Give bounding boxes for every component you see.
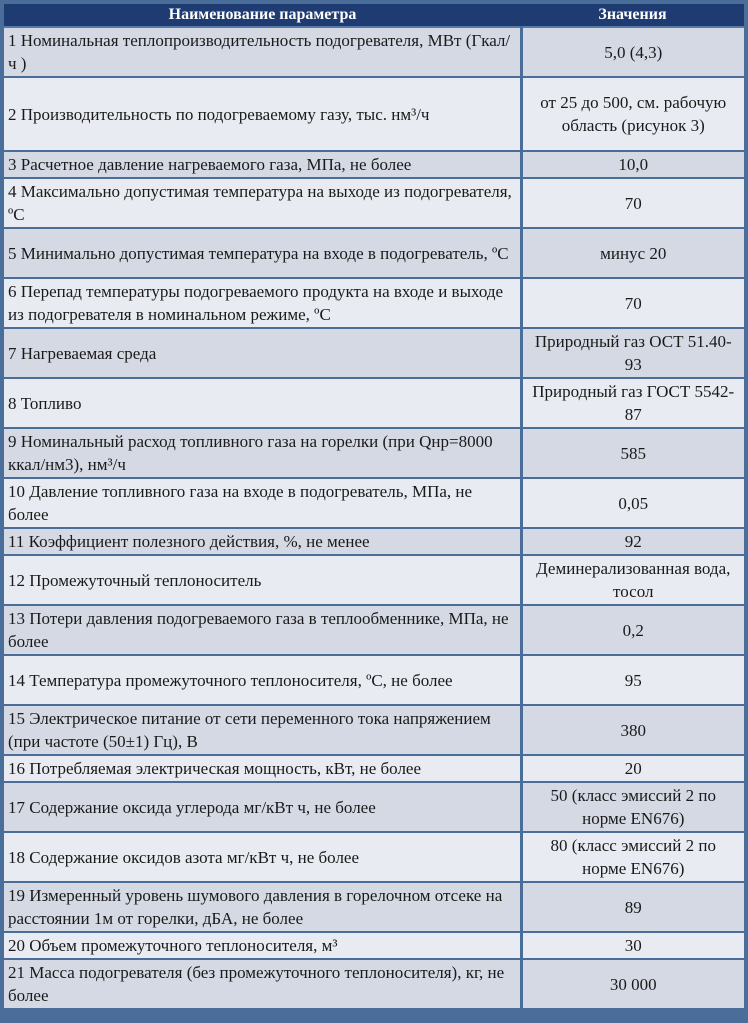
parameter-value: 92 [521, 528, 744, 555]
parameter-name: 14 Температура промежуточного теплоносителя, ºС, не более [4, 655, 521, 705]
parameter-name: 13 Потери давления подогреваемого газа в теплообменнике, МПа, не более [4, 605, 521, 655]
table-row [4, 832, 744, 882]
table-row [4, 428, 744, 478]
parameter-name: 18 Содержание оксидов азота мг/кВт ч, не более [4, 832, 521, 882]
parameter-name: 2 Производительность по подогреваемому газу, тыс. нм³/ч [4, 77, 521, 151]
parameter-name: 20 Объем промежуточного теплоносителя, м³ [4, 932, 521, 959]
parameter-value: 10,0 [521, 151, 744, 178]
table-row [4, 605, 744, 655]
parameter-value: 89 [521, 882, 744, 932]
parameter-value: Природный газ ГОСТ 5542-87 [521, 378, 744, 428]
parameter-name: 17 Содержание оксида углерода мг/кВт ч, не более [4, 782, 521, 832]
parameter-value: 30 000 [521, 959, 744, 1009]
parameter-value: 20 [521, 755, 744, 782]
table-row [4, 27, 744, 77]
parameter-name: 21 Масса подогревателя (без промежуточного теплоносителя), кг, не более [4, 959, 521, 1009]
parameters-table [4, 4, 744, 1010]
table-row [4, 278, 744, 328]
parameter-value: от 25 до 500, см. рабочую область (рисунок 3) [521, 77, 744, 151]
table-row [4, 528, 744, 555]
parameter-name: 10 Давление топливного газа на входе в подогреватель, МПа, не более [4, 478, 521, 528]
parameter-value: 380 [521, 705, 744, 755]
parameter-name: 19 Измеренный уровень шумового давления в горелочном отсеке на расстоянии 1м от горелки, дБА, не более [4, 882, 521, 932]
parameter-value: Деминерализованная вода, тосол [521, 555, 744, 605]
parameter-name: 6 Перепад температуры подогреваемого продукта на входе и выходе из подогревателя в номинальном режиме, ºС [4, 278, 521, 328]
parameter-name: 3 Расчетное давление нагреваемого газа, МПа, не более [4, 151, 521, 178]
parameter-value: 80 (класс эмиссий 2 по норме EN676) [521, 832, 744, 882]
parameter-value: 585 [521, 428, 744, 478]
table-row [4, 782, 744, 832]
parameter-value: 70 [521, 278, 744, 328]
table-row [4, 178, 744, 228]
parameter-value: 5,0 (4,3) [521, 27, 744, 77]
parameter-name: 12 Промежуточный теплоноситель [4, 555, 521, 605]
parameter-value: 30 [521, 932, 744, 959]
table-row [4, 378, 744, 428]
parameter-name: 1 Номинальная теплопроизводительность подогревателя, МВт (Гкал/ч ) [4, 27, 521, 77]
table-row [4, 77, 744, 151]
table-row [4, 882, 744, 932]
table-row [4, 705, 744, 755]
parameter-name: 4 Максимально допустимая температура на выходе из подогревателя, ºС [4, 178, 521, 228]
table-row [4, 655, 744, 705]
parameter-name: 15 Электрическое питание от сети переменного тока напряжением (при частоте (50±1) Гц), В [4, 705, 521, 755]
table-row [4, 228, 744, 278]
table-row [4, 755, 744, 782]
parameter-value: 0,05 [521, 478, 744, 528]
parameter-name: 9 Номинальный расход топливного газа на горелки (при Qнр=8000 ккал/нм3), нм³/ч [4, 428, 521, 478]
parameter-name: 8 Топливо [4, 378, 521, 428]
table-row [4, 328, 744, 378]
header-parameter-name: Наименование параметра [4, 4, 521, 27]
parameter-name: 16 Потребляемая электрическая мощность, кВт, не более [4, 755, 521, 782]
table-header-row [4, 4, 744, 27]
parameter-name: 5 Минимально допустимая температура на входе в подогреватель, ºС [4, 228, 521, 278]
header-values: Значения [521, 4, 744, 27]
table-row [4, 151, 744, 178]
parameter-value: минус 20 [521, 228, 744, 278]
parameter-value: 0,2 [521, 605, 744, 655]
table-row [4, 959, 744, 1009]
table-row [4, 478, 744, 528]
parameter-value: Природный газ ОСТ 51.40-93 [521, 328, 744, 378]
table-row [4, 932, 744, 959]
parameter-name: 11 Коэффициент полезного действия, %, не менее [4, 528, 521, 555]
parameter-value: 70 [521, 178, 744, 228]
parameter-name: 7 Нагреваемая среда [4, 328, 521, 378]
parameter-value: 50 (класс эмиссий 2 по норме EN676) [521, 782, 744, 832]
parameter-value: 95 [521, 655, 744, 705]
table-row [4, 555, 744, 605]
